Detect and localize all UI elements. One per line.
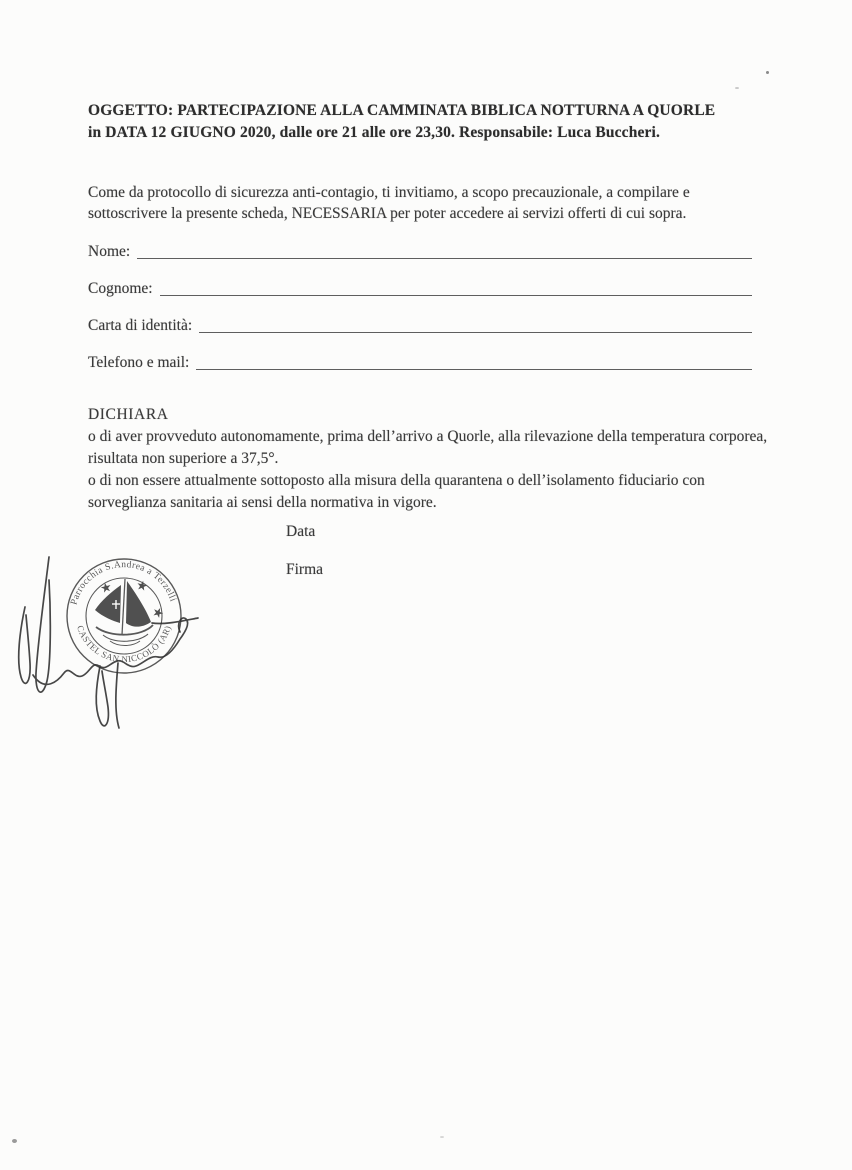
declaration-section (88, 404, 768, 514)
declaration-heading: DICHIARA (88, 406, 169, 423)
svg-text:★: ★ (98, 578, 114, 597)
subject-heading (88, 100, 778, 143)
stamp-arc-top-text: Parrocchia S.Andrea a Terzelli (69, 560, 178, 607)
svg-text:★: ★ (134, 576, 150, 595)
nome-label: Nome: (88, 243, 131, 260)
stamp-and-signature (0, 535, 250, 740)
nome-blank-line (137, 242, 752, 259)
declaration-item-quarantine: o di non essere attualmente sottoposto alla misura della quarantena o dell’isolamento fiduciario con sorveglianza sanitaria ai sensi della normativa in vigore. (88, 472, 705, 511)
subject-line-2: in DATA 12 GIUGNO 2020, dalle ore 21 alle ore 23,30. Responsabile: Luca Buccheri. (88, 123, 661, 141)
firma-label: Firma (286, 561, 324, 578)
cognome-blank-line (160, 279, 752, 296)
form-row-carta-identita (88, 316, 752, 335)
declaration-item-temperature: o di aver provveduto autonomamente, prima dell’arrivo a Quorle, alla rilevazione della temperatura corporea, risultata non superiore a 37,5°. (88, 428, 768, 467)
telefono-mail-blank-line (196, 353, 752, 370)
stamp-arc-bottom-text: CASTEL SAN NICCOLÒ (AR) (74, 624, 174, 665)
scan-speck (440, 1136, 444, 1138)
scan-speck (12, 1139, 17, 1143)
svg-text:★: ★ (149, 603, 167, 622)
scan-speck (735, 87, 739, 89)
carta-identita-blank-line (199, 316, 752, 333)
intro-paragraph: Come da protocollo di sicurezza anti-contagio, ti invitiamo, a scopo precauzionale, a compilare e sottoscrivere la presente scheda, NECESSARIA per poter accedere ai servizi offerti di cui sopra. (88, 184, 690, 222)
data-label: Data (286, 523, 316, 540)
subject-line-1: OGGETTO: PARTECIPAZIONE ALLA CAMMINATA BIBLICA NOTTURNA A QUORLE (88, 102, 716, 119)
scan-speck (766, 71, 769, 74)
form-row-cognome (88, 279, 752, 298)
form-row-nome (88, 242, 752, 261)
cognome-label: Cognome: (88, 280, 153, 297)
telefono-mail-label: Telefono e mail: (88, 354, 190, 371)
carta-identita-label: Carta di identità: (88, 317, 193, 334)
form-row-telefono-mail (88, 353, 752, 372)
